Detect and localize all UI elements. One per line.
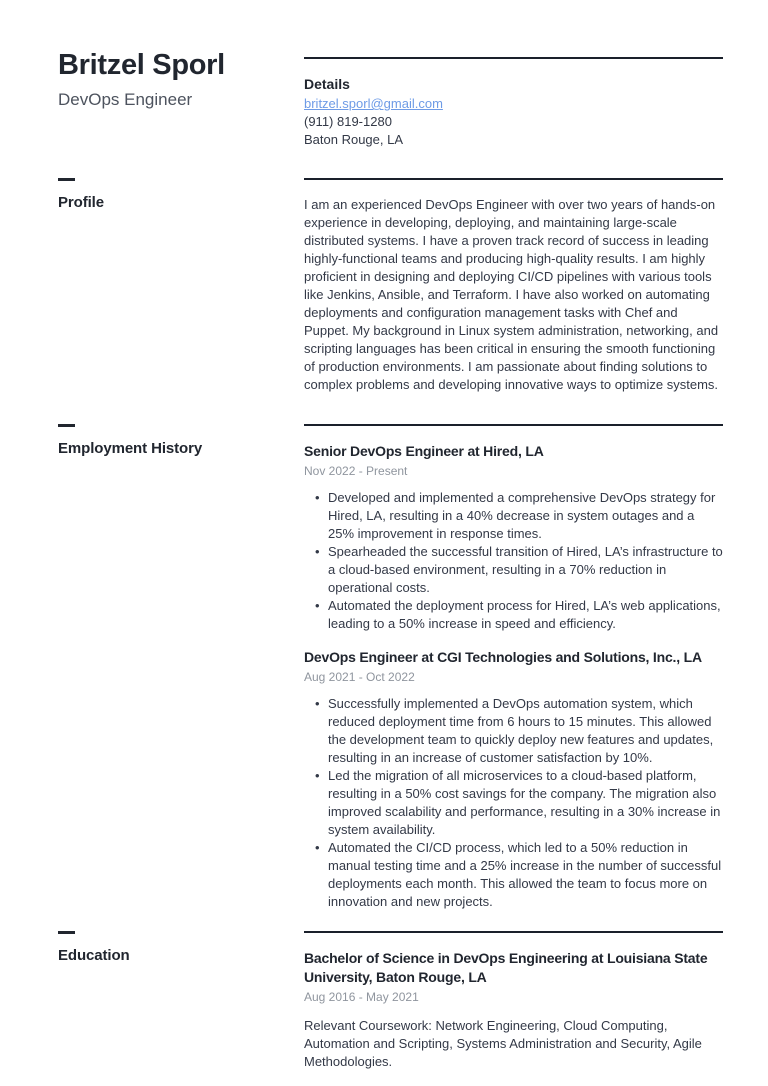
candidate-name: Britzel Sporl	[58, 49, 225, 81]
employment-section	[58, 424, 723, 911]
education-section	[58, 931, 723, 1071]
section-heading-education: Education	[58, 946, 130, 964]
job-title: Senior DevOps Engineer at Hired, LA	[304, 443, 544, 459]
employment-label	[58, 424, 304, 457]
job-bullet-list	[304, 695, 723, 911]
phone-number: (911) 819-1280	[304, 114, 392, 129]
header-section	[58, 48, 723, 148]
education-dates: Aug 2016 - May 2021	[304, 990, 419, 1004]
employment-body	[304, 424, 723, 911]
job-bullet: • Developed and implemented a comprehensive DevOps strategy for Hired, LA, resulting in a 40% decrease in system outages and a 25% improvement in response times.	[328, 489, 723, 543]
section-dash	[58, 931, 75, 934]
job-entry	[304, 648, 723, 911]
education-body	[304, 931, 723, 1071]
profile-text: I am an experienced DevOps Engineer with over two years of hands-on experience in developing, deploying, and maintaining large-scale distributed systems. I have a proven track record of success in leading highly-functional teams and producing high-quality results. I am highly proficient in designing and deploying CI/CD pipelines with various tools like Jenkins, Ansible, and Terraform. I have also worked on automating deployments and configuration management tasks with Chef and Puppet. My background in Linux system administration, networking, and scripting languages has been critical in ensuring the smooth functioning of production environments. I am passionate about finding solutions to complex problems and developing innovative ways to optimize systems.	[304, 197, 719, 392]
details-block	[304, 57, 723, 148]
degree-title: Bachelor of Science in DevOps Engineering at Louisiana State University, Baton Rouge, LA	[304, 950, 708, 985]
job-bullet: • Automated the deployment process for Hired, LA’s web applications, leading to a 50% increase in speed and efficiency.	[328, 597, 723, 633]
job-bullet: • Spearheaded the successful transition of Hired, LA’s infrastructure to a cloud-based environment, resulting in a 70% reduction in operational costs.	[328, 543, 723, 597]
job-dates: Aug 2021 - Oct 2022	[304, 670, 415, 684]
job-title: DevOps Engineer at CGI Technologies and Solutions, Inc., LA	[304, 649, 702, 665]
section-heading-profile: Profile	[58, 193, 104, 211]
profile-section	[58, 178, 723, 394]
job-bullet-list	[304, 489, 723, 633]
job-entry	[304, 442, 723, 633]
job-dates: Nov 2022 - Present	[304, 464, 408, 478]
section-dash	[58, 424, 75, 427]
email-link[interactable]: britzel.sporl@gmail.com	[304, 96, 443, 111]
section-dash	[58, 178, 75, 181]
profile-label	[58, 178, 304, 211]
candidate-job-title: DevOps Engineer	[58, 90, 193, 109]
job-bullet: • Successfully implemented a DevOps automation system, which reduced deployment time from 6 hours to 15 minutes. This allowed the development team to quickly deploy new features and updates, resulting in an increase of customer satisfaction by 10%.	[328, 695, 723, 767]
header-identity	[58, 48, 304, 111]
education-label	[58, 931, 304, 964]
job-bullet: • Led the migration of all microservices to a cloud-based platform, resulting in a 50% cost savings for the company. The migration also improved scalability and performance, resulting in a 30% increase in system availability.	[328, 767, 723, 839]
location: Baton Rouge, LA	[304, 131, 404, 147]
email-row	[304, 95, 723, 113]
education-entry	[304, 949, 723, 1071]
details-heading: Details	[304, 76, 350, 92]
section-heading-employment: Employment History	[58, 439, 203, 457]
job-bullet: • Automated the CI/CD process, which led to a 50% reduction in manual testing time and a 25% increase in the number of successful deployments each month. This allowed the team to focus more on innovation and new projects.	[328, 839, 723, 911]
profile-body	[304, 178, 723, 394]
education-description: Relevant Coursework: Network Engineering, Cloud Computing, Automation and Scripting, Systems Administration and Security, Agile Methodologies.	[304, 1018, 702, 1069]
